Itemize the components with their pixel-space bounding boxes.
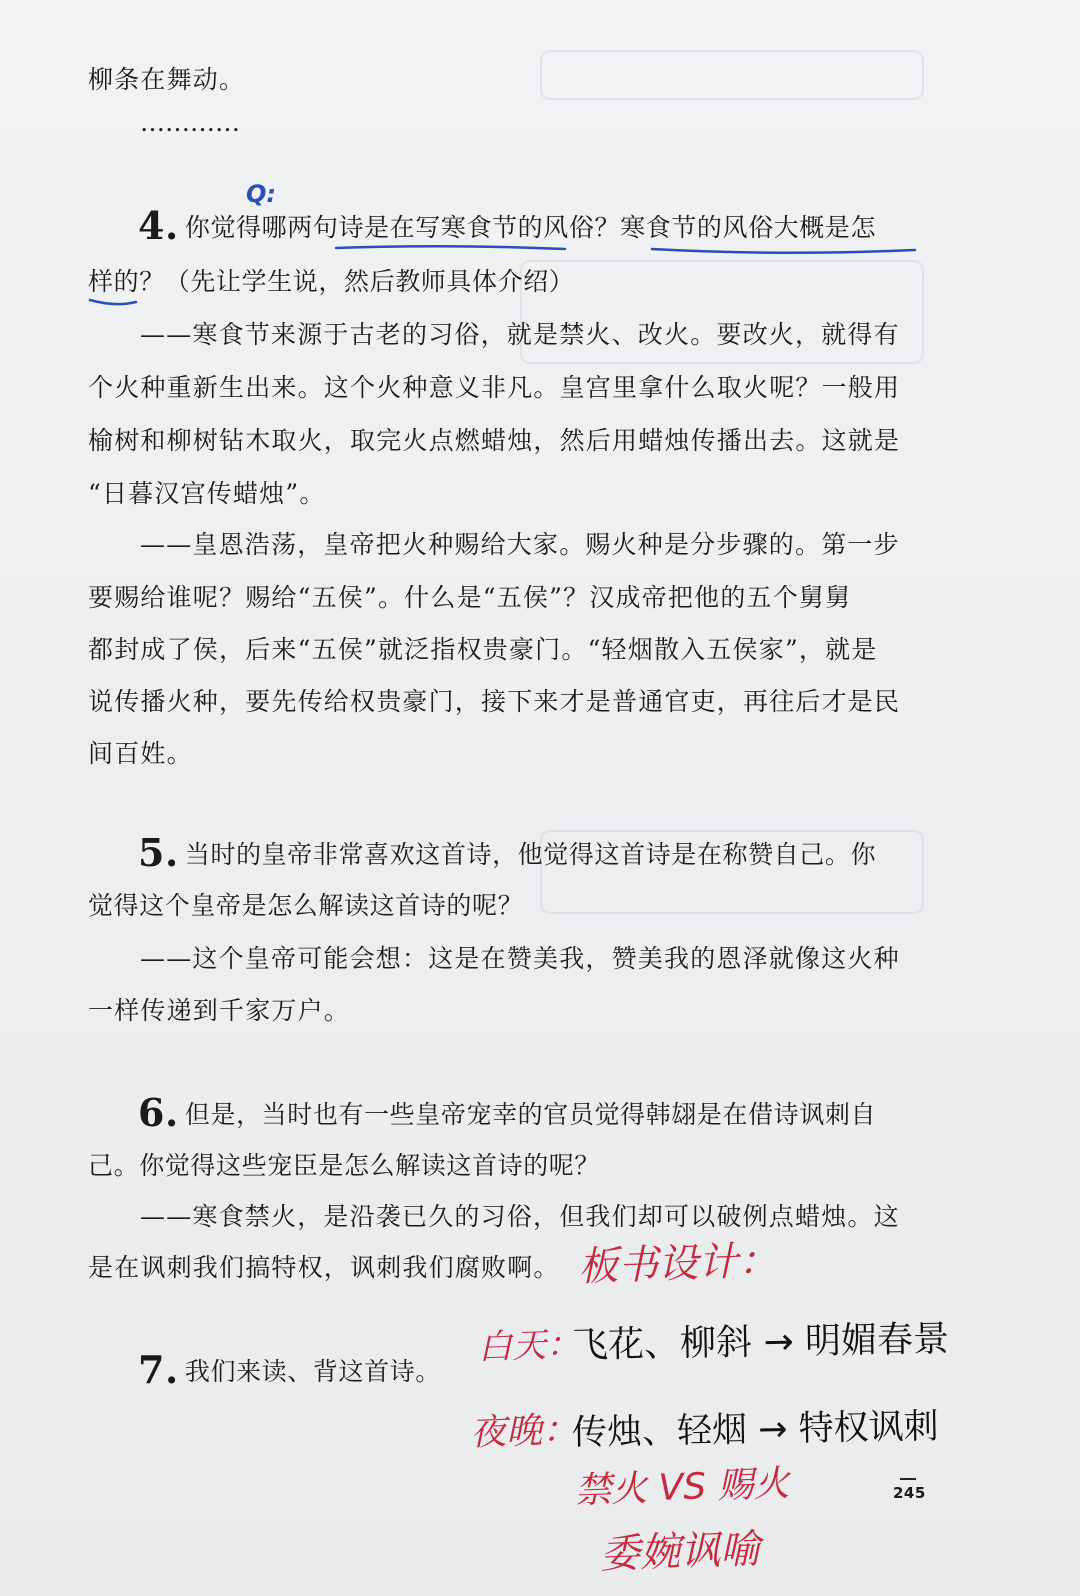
- text-line-continuation: 柳条在舞动。: [88, 65, 246, 94]
- answer-4-para-2-line-5: 间百姓。: [88, 739, 193, 768]
- handwritten-q-mark: Q:: [246, 180, 276, 208]
- handwritten-conclusion: 委婉讽喻: [599, 1526, 761, 1578]
- page-number: 245: [893, 1484, 926, 1502]
- answer-4-para-2-line-2: 要赐给谁呢？赐给“五侯”。什么是“五侯”？汉成帝把他的五个舅舅: [88, 583, 852, 612]
- question-6-line-2: 己。你觉得这些宠臣是怎么解读这首诗的呢？: [88, 1151, 601, 1180]
- question-4-line-2: 样的？（先让学生说，然后教师具体介绍）: [88, 267, 575, 296]
- answer-6-line-1: ——寒食禁火，是沿袭已久的习俗，但我们却可以破例点蜡烛。这: [140, 1202, 900, 1231]
- handwritten-daytime-text: 飞花、柳斜 → 明媚春景: [571, 1318, 950, 1367]
- handwritten-contrast: 禁火 VS 赐火: [574, 1463, 791, 1512]
- handwritten-night-text: 传烛、轻烟 → 特权讽刺: [571, 1406, 939, 1454]
- question-4-text-a: 你觉得哪两句诗是在写寒食节的风俗？寒食节的风俗大概是怎: [184, 213, 877, 242]
- question-5-line-2: 觉得这个皇帝是怎么解读这首诗的呢？: [88, 891, 524, 920]
- answer-4-para-1-line-4: “日暮汉宫传蜡烛”。: [88, 479, 326, 508]
- text-line-ellipsis: …………: [140, 108, 240, 137]
- question-number-7: 7.: [138, 1347, 179, 1392]
- question-number-5: 5.: [138, 830, 179, 875]
- question-number-4: 4.: [138, 203, 179, 248]
- underline-mark-2: [652, 249, 915, 253]
- handwritten-daytime-label: 白天：: [477, 1324, 581, 1368]
- answer-5-line-1: ——这个皇帝可能会想：这是在赞美我，赞美我的恩泽就像这火种: [140, 944, 900, 973]
- answer-4-para-1-line-1: ——寒食节来源于古老的习俗，就是禁火、改火。要改火，就得有: [140, 320, 900, 349]
- handwritten-night-label: 夜晚：: [469, 1409, 579, 1454]
- question-7-text: 我们来读、背这首诗。: [184, 1357, 441, 1386]
- question-6-text-a: 但是，当时也有一些皇帝宠幸的官员觉得韩翃是在借诗讽刺自: [184, 1100, 877, 1129]
- handwritten-board-design-title: 板书设计：: [577, 1237, 779, 1291]
- question-number-6: 6.: [138, 1090, 179, 1135]
- answer-4-para-1-line-2: 个火种重新生出来。这个火种意义非凡。皇宫里拿什么取火呢？一般用: [88, 373, 901, 402]
- underline-mark-1: [336, 246, 565, 249]
- answer-4-para-2-line-4: 说传播火种，要先传给权贵豪门，接下来才是普通官吏，再往后才是民: [88, 687, 901, 716]
- underline-mark-3: [90, 300, 136, 304]
- answer-4-para-2-line-3: 都封成了侯，后来“五侯”就泛指权贵豪门。“轻烟散入五侯家”，就是: [88, 635, 878, 664]
- answer-5-line-2: 一样传递到千家万户。: [88, 996, 351, 1025]
- question-5-text-a: 当时的皇帝非常喜欢这首诗，他觉得这首诗是在称赞自己。你: [184, 840, 877, 869]
- answer-4-para-2-line-1: ——皇恩浩荡，皇帝把火种赐给大家。赐火种是分步骤的。第一步: [140, 530, 900, 559]
- answer-4-para-1-line-3: 榆树和柳树钻木取火，取完火点燃蜡烛，然后用蜡烛传播出去。这就是: [88, 426, 901, 455]
- answer-6-line-2: 是在讽刺我们搞特权，讽刺我们腐败啊。: [88, 1253, 560, 1282]
